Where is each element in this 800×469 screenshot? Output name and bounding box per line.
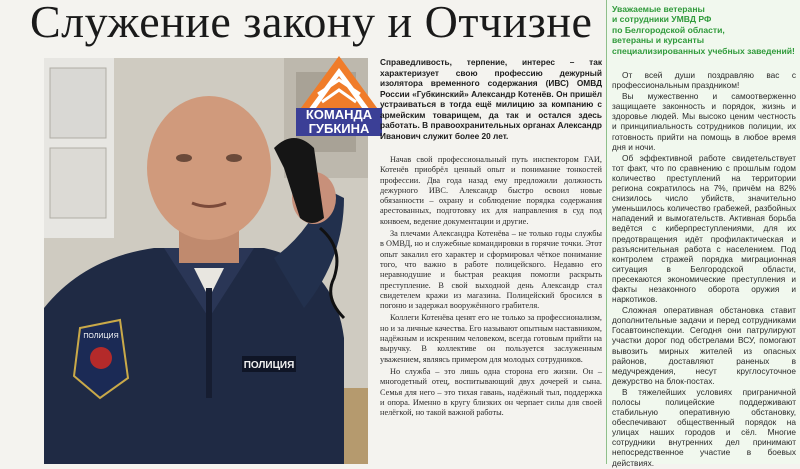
logo-line2: ГУБКИНА bbox=[296, 122, 382, 136]
article-body-center bbox=[380, 155, 602, 420]
headline: Служение закону и Отчизне bbox=[30, 0, 593, 47]
paragraph: Сложная оперативная обстановка ставит дополнительные задачи и перед сотрудниками Госавтоинспекции. Сегодня они патрулируют участки дорог под обстрелами ВСУ, помогают вывозить мирных жителей из опасных районов, доставляют раненых в медучреждения, несут круглосуточное дежурство на блок-постах. bbox=[612, 305, 796, 386]
komanda-gubkina-logo bbox=[296, 54, 382, 146]
paragraph: В тяжелейших условиях приграничной полосы полицейские поддерживают стабильную оперативную обстановку, обеспечивают общественный порядок на улицах наших городов и сёл. Многие сотрудники внутренних дел принимают непосредственное участие в боевых действиях. bbox=[612, 386, 796, 468]
greeting-heading bbox=[612, 4, 796, 56]
lead-paragraph bbox=[380, 57, 602, 141]
paragraph: Об эффективной работе свидетельствует тот факт, что по сравнению с прошлым годом количество преступлений на территории региона сократилось на 7%, причём на 82% снизилось число убийств, значительно уменьшилось количество грабежей, разбойных нападений и вымогательств. Активная борьба ведётся с киберпреступлениями, для их предотвращения идёт профилактическая и разъяснительная работа с населением. Под контролем стражей порядка миграционная ситуация в Белгородской области, пресекаются экономические преступления и факты незаконного оборота оружия и наркотиков. bbox=[612, 152, 796, 305]
police-chest-patch bbox=[242, 356, 296, 372]
lead-text: Справедливость, терпение, интерес – так характеризует свою профессию дежурный изолятора временного содержания (ИВС) ОМВД России «Губкинский» Александр Котенёв. Он пришёл устраиваться в тогда ещё милицию за компанию с армейским товарищем, да так и остался здесь работать. В правоохранительных органах Александр Иванович служит более 20 лет. bbox=[380, 57, 602, 141]
svg-text:ПОЛИЦИЯ: ПОЛИЦИЯ bbox=[243, 360, 295, 371]
paragraph: От всей души поздравляю вас с профессиональным праздником! bbox=[612, 70, 796, 91]
paragraph: За плечами Александра Котенёва – не только годы службы в ОМВД, но и служебные командировки в горячие точки. Этот опыт закалил его характер и сформировал чёткое понимание того, что важно в работе полицейского. Недавно его неравнодушие и быстрая реакция помогли раскрыть преступление. В свой выходной день Александр стал свидетелем кражи из магазина. Полицейский бросился в погоню и задержал вооружённого грабителя. bbox=[380, 229, 602, 311]
greeting-line: ветераны и курсанты специализированных учебных заведений! bbox=[612, 35, 795, 56]
paragraph: Начав свой профессиональный путь инспектором ГАИ, Котенёв приобрёл ценный опыт и понимание тонкостей профессии. Два года назад ему предложили должность дежурного ИВС. Александр быстро освоил новые обязанности – охрану и соблюдение порядка содержания арестованных, подготовку их для направления в суд под конвоем, ведение документации и другие. bbox=[380, 155, 602, 226]
logo-line1: КОМАНДА bbox=[296, 108, 382, 122]
paragraph: Коллеги Котенёва ценят его не только за профессионализм, но и за личные качества. Его называют опытным наставником, надёжным и искренним человеком, всегда готовым прийти на выручку. В коллективе он пользуется заслуженным уважением, являясь примером для молодых сотрудников. bbox=[380, 313, 602, 364]
paragraph: Но служба – это лишь одна сторона его жизни. Он – многодетный отец, воспитывающий двух дочерей и сына. Семья для него – это тихая гавань, надёжный тыл, поддержка и опора. Именно в кругу близких он черпает силы для своей нелёгкой, но такой важной работы. bbox=[380, 366, 602, 418]
svg-text:ПОЛИЦИЯ: ПОЛИЦИЯ bbox=[83, 333, 119, 340]
greeting-line: и сотрудники УМВД РФ bbox=[612, 14, 712, 25]
greeting-line: Уважаемые ветераны bbox=[612, 4, 705, 14]
officer-head bbox=[147, 96, 271, 240]
greeting-line: по Белгородской области, bbox=[612, 24, 725, 35]
greeting-body bbox=[612, 70, 796, 469]
column-divider bbox=[606, 0, 607, 464]
paragraph: Вы мужественно и самоотверженно защищаете законность и порядок, жизнь и здоровье людей. Мы высоко ценим честность и принципиальность сотрудников полиции, их готовность прийти на помощь в любое время дня и ночи. bbox=[612, 91, 796, 152]
